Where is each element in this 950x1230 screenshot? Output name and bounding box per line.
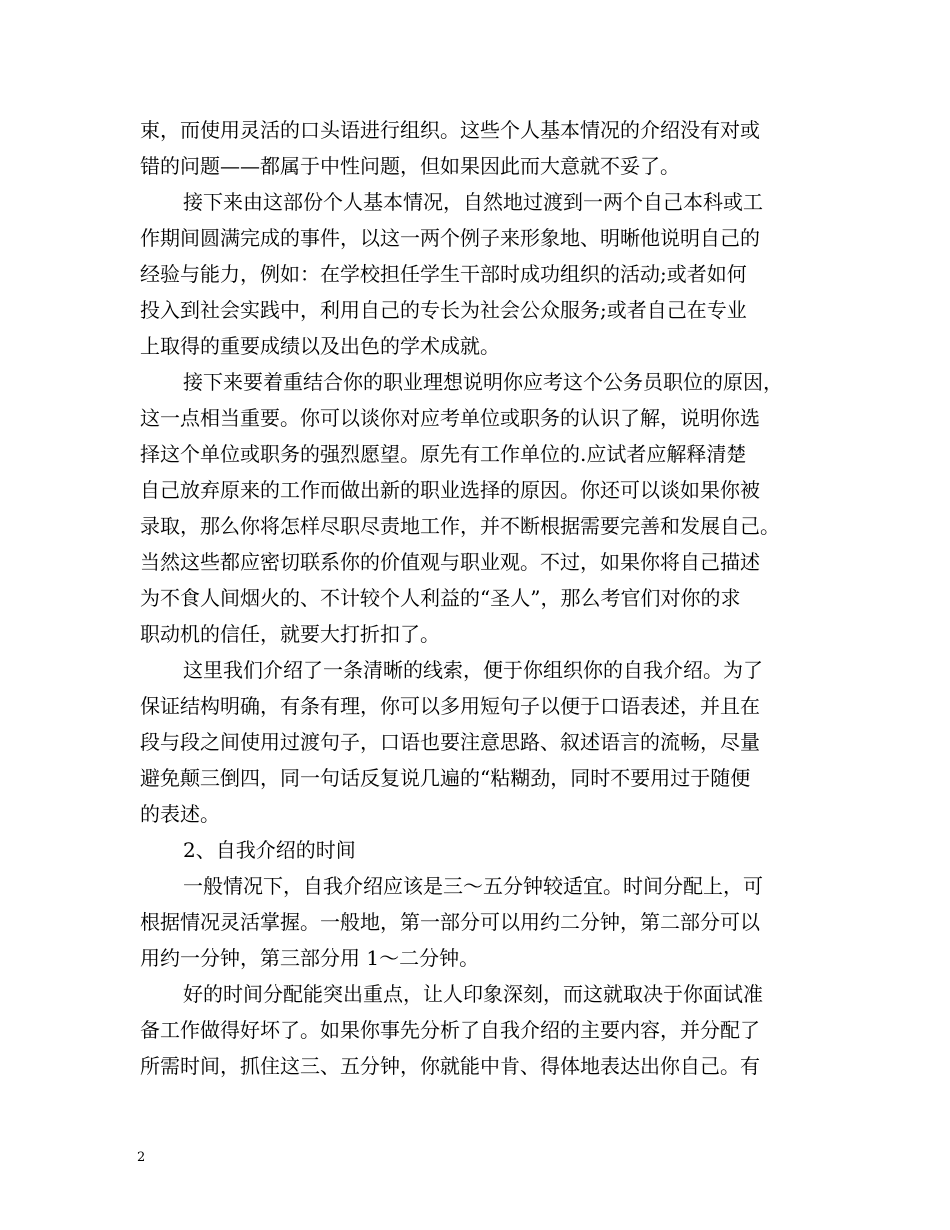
text-line: 当然这些都应密切联系你的价值观与职业观。不过，如果你将自己描述 <box>140 550 760 574</box>
paragraph-start: 接下来由这部份个人基本情况，自然地过渡到一两个自己本科或工 <box>183 190 763 214</box>
page-number: 2 <box>137 1150 146 1165</box>
paragraph-start: 接下来要着重结合你的职业理想说明你应考这个公务员职位的原因， <box>183 370 783 394</box>
paragraph-start: 好的时间分配能突出重点，让人印象深刻，而这就取决于你面试准 <box>183 982 763 1006</box>
text-line: 自己放弃原来的工作而做出新的职业选择的原因。你还可以谈如果你被 <box>140 478 760 502</box>
section-heading: 2、自我介绍的时间 <box>183 838 356 862</box>
text-line: 错的问题——都属于中性问题，但如果因此而大意就不妥了。 <box>140 154 680 178</box>
text-line: 择这个单位或职务的强烈愿望。原先有工作单位的.应试者应解释清楚 <box>140 442 747 466</box>
text-line: 这一点相当重要。你可以谈你对应考单位或职务的认识了解，说明你选 <box>140 406 760 430</box>
text-line: 用约一分钟，第三部分用 1～二分钟。 <box>140 946 480 970</box>
text-line: 录取，那么你将怎样尽职尽责地工作，并不断根据需要完善和发展自己。 <box>140 514 780 538</box>
text-line: 所需时间，抓住这三、五分钟，你就能中肯、得体地表达出你自己。有 <box>140 1054 760 1078</box>
text-line: 避免颠三倒四，同一句话反复说几遍的“粘糊劲，同时不要用过于随便 <box>140 766 751 790</box>
text-line: 上取得的重要成绩以及出色的学术成就。 <box>140 334 500 358</box>
text-line: 根据情况灵活掌握。一般地，第一部分可以用约二分钟，第二部分可以 <box>140 910 760 934</box>
paragraph-start: 一般情况下，自我介绍应该是三～五分钟较适宜。时间分配上，可 <box>183 874 763 898</box>
text-line: 经验与能力，例如：在学校担任学生干部时成功组织的活动;或者如何 <box>140 262 747 286</box>
text-line: 段与段之间使用过渡句子，口语也要注意思路、叙述语言的流畅，尽量 <box>140 730 760 754</box>
text-line: 保证结构明确，有条有理，你可以多用短句子以便于口语表述，并且在 <box>140 694 760 718</box>
text-line: 备工作做得好坏了。如果你事先分析了自我介绍的主要内容，并分配了 <box>140 1018 760 1042</box>
text-line: 职动机的信任，就要大打折扣了。 <box>140 622 440 646</box>
text-line: 的表述。 <box>140 802 220 826</box>
text-line: 作期间圆满完成的事件，以这一两个例子来形象地、明晰他说明自己的 <box>140 226 760 250</box>
text-line: 为不食人间烟火的、不计较个人利益的“圣人”，那么考官们对你的求 <box>140 586 741 610</box>
paragraph-start: 这里我们介绍了一条清晰的线索，便于你组织你的自我介绍。为了 <box>183 658 763 682</box>
text-line: 束，而使用灵活的口头语进行组织。这些个人基本情况的介绍没有对或 <box>140 118 760 142</box>
text-line: 投入到社会实践中，利用自己的专长为社会公众服务;或者自己在专业 <box>140 298 747 322</box>
